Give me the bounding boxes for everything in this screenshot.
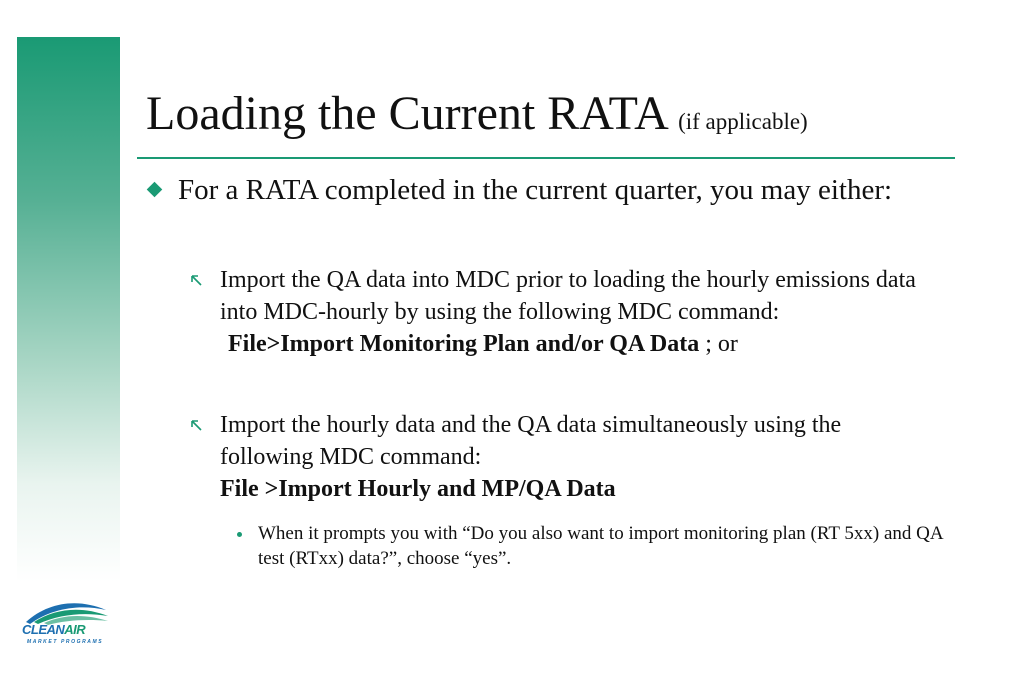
title-sub: (if applicable): [678, 109, 808, 134]
sub-bullet-2-note: When it prompts you with “Do you also want to import monitoring plan (RT 5xx) and QA test (RTxx) data?”, choose “yes”.: [258, 523, 943, 569]
sub-bullet-1-text: Import the QA data into MDC prior to loading the hourly emissions data into MDC-hourly by using the following MDC command:: [220, 267, 916, 325]
diamond-bullet-icon: [147, 182, 163, 198]
sub-bullet-2: [220, 409, 920, 505]
command-import-mp-qa: File>Import Monitoring Plan and/or QA Data: [228, 331, 700, 357]
sub-bullet-1-command-line: [220, 331, 738, 357]
command-import-hourly-mp-qa: File >Import Hourly and MP/QA Data: [220, 476, 616, 502]
side-gradient-bar: [17, 37, 120, 582]
sub-bullet-1: [220, 264, 920, 360]
logo-clean: CLEAN: [22, 622, 65, 637]
sub-bullet-2-text: Import the hourly data and the QA data simultaneously using the following MDC command:: [220, 412, 842, 470]
title-main: Loading the Current RATA: [146, 87, 667, 140]
logo-wordmark: [22, 622, 85, 637]
sub-bullet-1-suffix: ; or: [699, 331, 738, 357]
logo-tagline: MARKET PROGRAMS: [27, 639, 104, 645]
logo-air: AIR: [64, 622, 86, 637]
bullet-1-text: For a RATA completed in the current quarter, you may either:: [178, 174, 893, 206]
slide-title: [146, 84, 808, 152]
arrow-bullet-icon: [189, 418, 205, 434]
arrow-bullet-icon: [189, 273, 205, 289]
title-divider: [137, 157, 955, 159]
dot-bullet-icon: [237, 532, 242, 537]
